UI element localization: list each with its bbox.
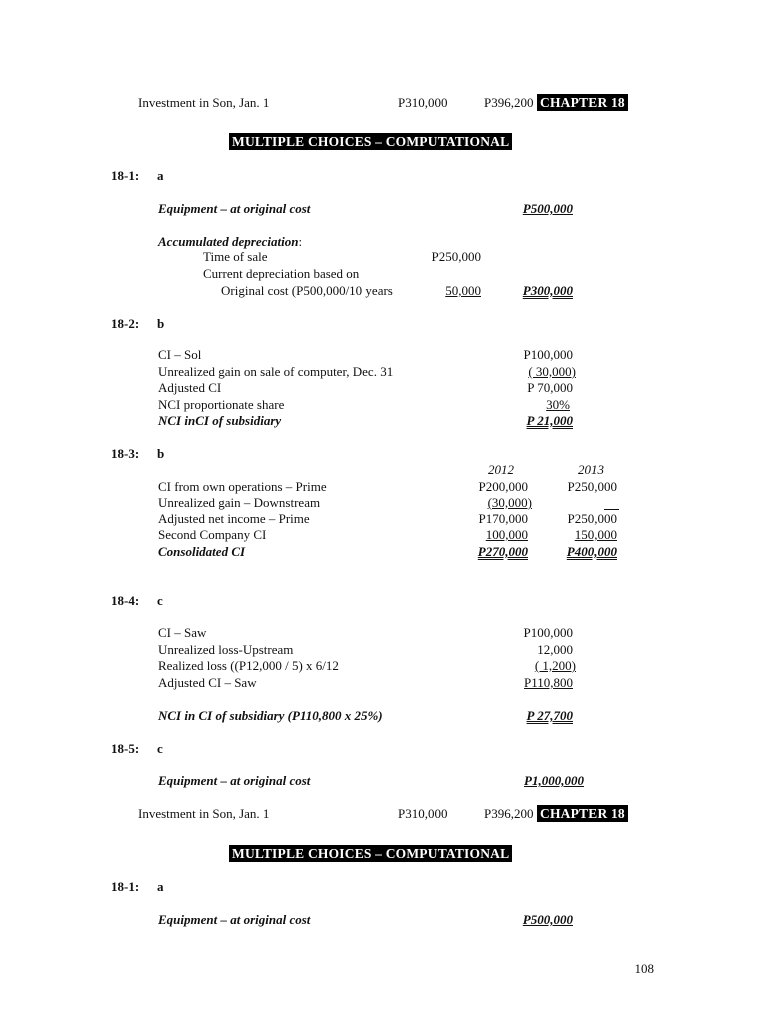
year-2012-header: 2012 — [488, 462, 514, 477]
year-2013-header: 2013 — [578, 462, 604, 477]
equipment-label: Equipment – at original cost — [158, 201, 311, 216]
question-number: 18-1: — [111, 168, 140, 183]
unrealized-loss-label: Unrealized loss-Upstream — [158, 642, 294, 657]
question-number: 18-4: — [111, 593, 140, 608]
ci-own-operations-2013: P250,000 — [567, 479, 617, 494]
realized-loss-label: Realized loss ((P12,000 / 5) x 6/12 — [158, 658, 339, 673]
question-number: 18-1: — [111, 879, 140, 894]
accumulated-depreciation-label: Accumulated depreciation — [158, 234, 299, 249]
ci-sol-label: CI – Sol — [158, 347, 202, 362]
original-cost-value: 50,000 — [445, 283, 481, 298]
equipment-label: Equipment – at original cost — [158, 773, 311, 788]
adjusted-net-income-2013: P250,000 — [567, 511, 617, 526]
ci-own-operations-2012: P200,000 — [478, 479, 528, 494]
nci-in-ci-value: P 21,000 — [526, 413, 573, 428]
answer-letter: a — [157, 879, 164, 894]
nci-in-ci-subsidiary-value: P 27,700 — [526, 708, 573, 723]
answer-letter: c — [157, 593, 163, 608]
equipment-value: P1,000,000 — [524, 773, 584, 788]
unrealized-gain-downstream-label: Unrealized gain – Downstream — [158, 495, 321, 510]
nci-in-ci-subsidiary-label: NCI in CI of subsidiary (P110,800 x 25%) — [158, 708, 383, 723]
adjusted-net-income-2012: P170,000 — [478, 511, 528, 526]
answer-letter: c — [157, 741, 163, 756]
equipment-label: Equipment – at original cost — [158, 912, 311, 927]
unrealized-gain-value: ( 30,000) — [528, 364, 576, 379]
investment-label: Investment in Son, Jan. 1 — [138, 95, 270, 110]
answer-letter: a — [157, 168, 164, 183]
accumulated-depreciation-colon: : — [298, 234, 303, 249]
investment-value-1: P310,000 — [398, 95, 448, 110]
equipment-value: P500,000 — [522, 912, 573, 927]
unrealized-loss-value: 12,000 — [537, 642, 573, 657]
investment-value-1: P310,000 — [398, 806, 448, 821]
adjusted-net-income-label: Adjusted net income – Prime — [158, 511, 310, 526]
second-company-ci-2013: 150,000 — [574, 527, 617, 542]
question-number: 18-3: — [111, 446, 140, 461]
ci-saw-label: CI – Saw — [158, 625, 207, 640]
page-number: 108 — [634, 961, 654, 976]
realized-loss-value: ( 1,200) — [534, 658, 576, 673]
section-heading: MULTIPLE CHOICES – COMPUTATIONAL — [229, 133, 512, 150]
nci-share-value: 30% — [546, 397, 570, 412]
question-number: 18-5: — [111, 741, 140, 756]
adjusted-ci-label: Adjusted CI — [158, 380, 222, 395]
nci-share-label: NCI proportionate share — [158, 397, 285, 412]
investment-value-2: P396,200 — [484, 806, 534, 821]
time-of-sale-label: Time of sale — [203, 249, 268, 264]
adjusted-ci-saw-label: Adjusted CI – Saw — [158, 675, 257, 690]
consolidated-ci-2012: P270,000 — [477, 544, 528, 559]
section-heading: MULTIPLE CHOICES – COMPUTATIONAL — [229, 845, 512, 862]
investment-label: Investment in Son, Jan. 1 — [138, 806, 270, 821]
second-company-ci-label: Second Company CI — [158, 527, 267, 542]
investment-value-2: P396,200 — [484, 95, 534, 110]
ci-sol-value: P100,000 — [523, 347, 573, 362]
original-cost-label: Original cost (P500,000/10 years — [221, 283, 393, 298]
accumulated-depreciation-heading — [158, 234, 302, 250]
equipment-value: P500,000 — [522, 201, 573, 216]
chapter-heading: CHAPTER 18 — [537, 94, 628, 111]
nci-in-ci-label: NCI inCI of subsidiary — [158, 413, 282, 428]
ci-saw-value: P100,000 — [523, 625, 573, 640]
consolidated-ci-2013: P400,000 — [566, 544, 617, 559]
adjusted-ci-value: P 70,000 — [527, 380, 573, 395]
chapter-heading: CHAPTER 18 — [537, 805, 628, 822]
question-number: 18-2: — [111, 316, 140, 331]
unrealized-gain-downstream-2012: (30,000) — [487, 495, 532, 510]
answer-letter: b — [157, 446, 165, 461]
ci-own-operations-label: CI from own operations – Prime — [158, 479, 327, 494]
adjusted-ci-saw-value: P110,800 — [524, 675, 573, 690]
unrealized-gain-downstream-2013-blank — [604, 509, 619, 510]
consolidated-ci-label: Consolidated CI — [158, 544, 246, 559]
accumulated-depreciation-total: P300,000 — [522, 283, 573, 298]
second-company-ci-2012: 100,000 — [485, 527, 528, 542]
answer-letter: b — [157, 316, 165, 331]
time-of-sale-value: P250,000 — [431, 249, 481, 264]
unrealized-gain-label: Unrealized gain on sale of computer, Dec. 31 — [158, 364, 394, 379]
current-depreciation-label: Current depreciation based on — [203, 266, 360, 281]
